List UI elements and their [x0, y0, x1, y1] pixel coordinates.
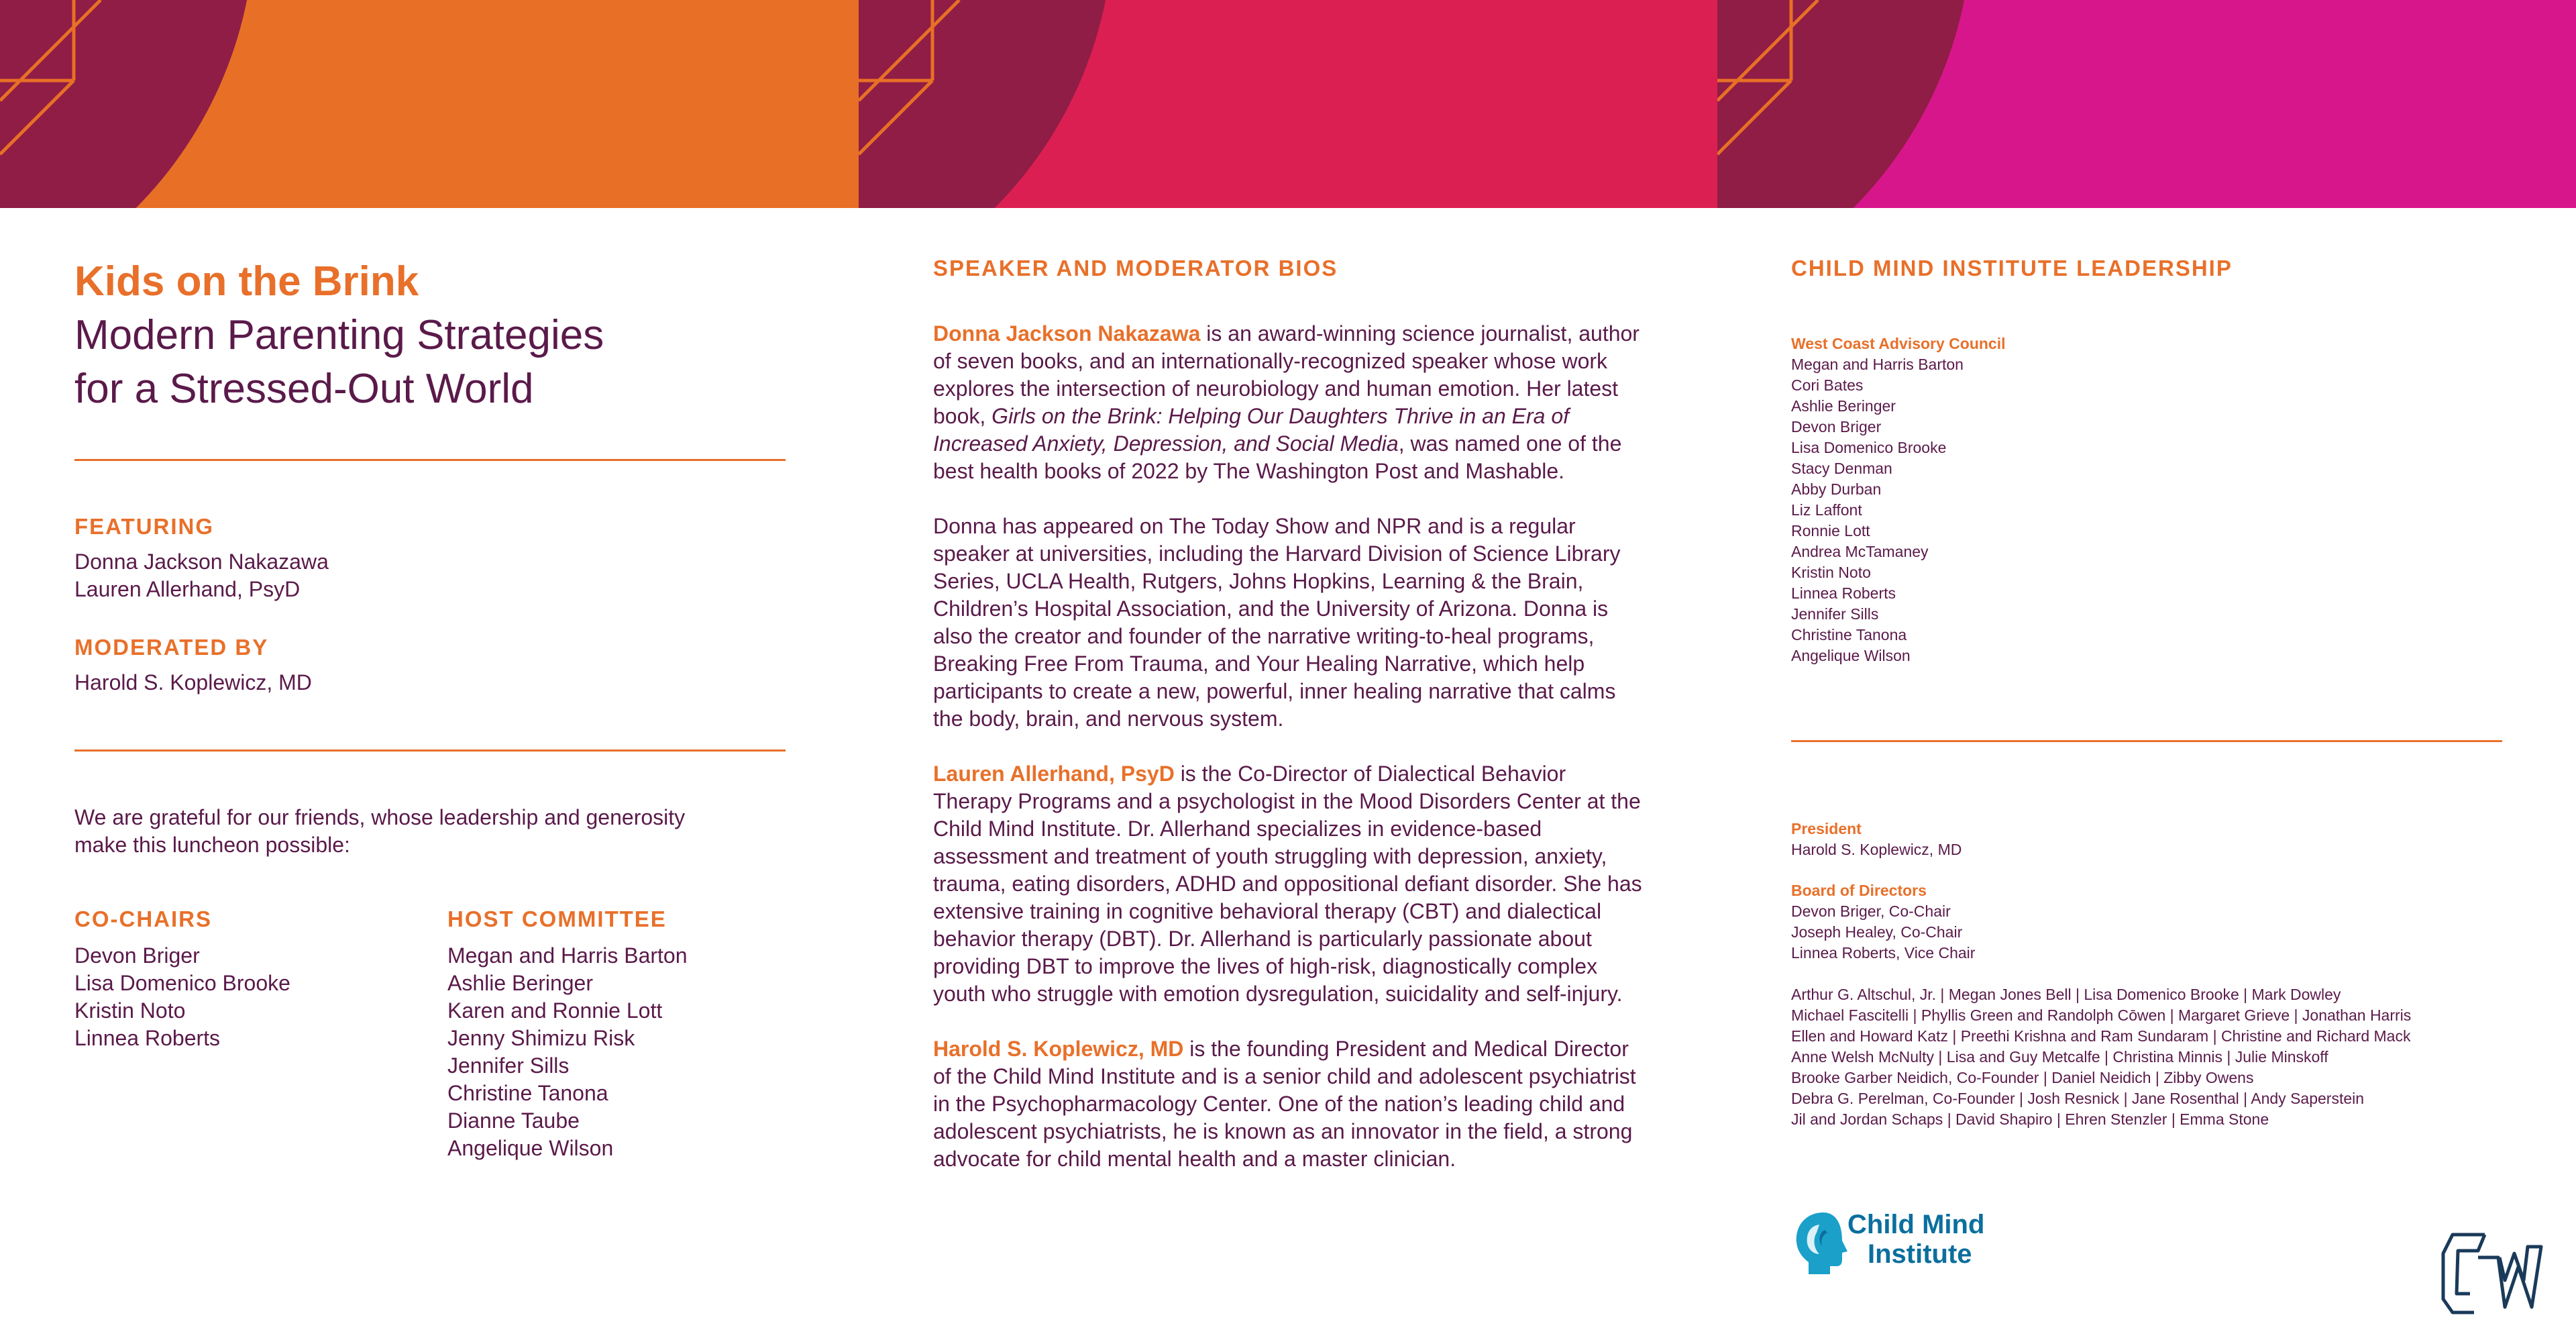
moderated-by-heading: MODERATED BY — [74, 635, 269, 660]
council-member: Angelique Wilson — [1791, 647, 1911, 664]
bios-heading: SPEAKER AND MODERATOR BIOS — [933, 256, 1338, 280]
host-name: Angelique Wilson — [447, 1136, 614, 1160]
monogram-icon — [2438, 1227, 2545, 1321]
middle-column — [933, 255, 1648, 1173]
banner-panel-orange — [0, 0, 859, 208]
board-officer: Devon Briger, Co-Chair — [1791, 902, 1951, 920]
host-committee-list — [447, 942, 688, 1162]
monogram-logo — [2438, 1227, 2545, 1321]
bio-name: Lauren Allerhand, PsyD — [933, 762, 1175, 786]
council-member: Devon Briger — [1791, 418, 1882, 435]
advisory-council-list — [1791, 354, 2006, 666]
council-member: Ronnie Lott — [1791, 522, 1870, 539]
event-subtitle-line2: for a Stressed-Out World — [74, 366, 534, 412]
board-members-line: Jil and Jordan Schaps | David Shapiro | Ehren Stenzler | Emma Stone — [1791, 1110, 2269, 1128]
host-name: Jennifer Sills — [447, 1053, 570, 1078]
bio-text: is the founding President and Medical Director of the Child Mind Institute and is a senior child and adolescent psychiatrist in the Psychopharmacology Center. One of the nation’s leading child and adolescent psychiatrists, he is known as an innovator in the field, a strong advocate for child mental health and a master clinician. — [933, 1037, 1636, 1171]
left-column — [74, 255, 786, 1160]
featuring-name: Lauren Allerhand, PsyD — [74, 577, 301, 601]
council-member: Abby Durban — [1791, 480, 1882, 498]
council-member: Christine Tanona — [1791, 626, 1907, 643]
council-member: Ashlie Beringer — [1791, 397, 1896, 415]
child-mind-institute-logo — [1791, 1203, 2059, 1284]
bio-text: , was named one of the best health books of 2022 by The Washington Post and Mashable. — [933, 431, 1622, 483]
bio-allerhand — [933, 760, 1648, 1008]
co-chairs-heading: CO-CHAIRS — [74, 907, 212, 931]
board-members-line: Michael Fascitelli | Phyllis Green and Randolph Cōwen | Margaret Grieve | Jonathan Harris — [1791, 1006, 2412, 1024]
leadership-heading: CHILD MIND INSTITUTE LEADERSHIP — [1791, 256, 2233, 280]
president-heading: President — [1791, 820, 1862, 837]
council-member: Jennifer Sills — [1791, 605, 1879, 623]
co-chair-name: Devon Briger — [74, 943, 200, 968]
featuring-name: Donna Jackson Nakazawa — [74, 550, 329, 574]
co-chairs-list — [74, 942, 290, 1052]
host-name: Dianne Taube — [447, 1108, 580, 1133]
president-name: Harold S. Koplewicz, MD — [1791, 841, 1962, 858]
board-members-line: Anne Welsh McNulty | Lisa and Guy Metcalfe | Christina Minnis | Julie Minskoff — [1791, 1048, 2328, 1066]
moderator-name: Harold S. Koplewicz, MD — [74, 670, 312, 694]
bio-nakazawa — [933, 320, 1648, 485]
bio-koplewicz — [933, 1035, 1648, 1173]
board-members-list — [1791, 984, 2411, 1130]
divider — [74, 459, 786, 461]
bio-text: is an award-winning science journalist, author of seven books, and an internationally-recognized speaker whose work explores the intersection of neurobiology and human emotion. Her latest book, — [933, 321, 1640, 428]
council-member: Megan and Harris Barton — [1791, 356, 1964, 373]
board-officer: Joseph Healey, Co-Chair — [1791, 923, 1963, 941]
board-members-line: Ellen and Howard Katz | Preethi Krishna and Ram Sundaram | Christine and Richard Mack — [1791, 1027, 2411, 1045]
grateful-line: make this luncheon possible: — [74, 833, 350, 857]
council-member: Kristin Noto — [1791, 564, 1871, 581]
event-title: Kids on the Brink — [74, 258, 419, 305]
divider — [74, 749, 786, 752]
logo-text-line2: Institute — [1868, 1239, 1972, 1269]
council-member: Stacy Denman — [1791, 460, 1892, 477]
board-members-line: Brooke Garber Neidich, Co-Founder | Daniel Neidich | Zibby Owens — [1791, 1069, 2254, 1086]
bio-text: is the Co-Director of Dialectical Behavior Therapy Programs and a psychologist in the Mood Disorders Center at the Child Mind Institute. Dr. Allerhand specializes in evidence-based assessment and treatment of youth struggling with depression, anxiety, trauma, eating disorders, ADHD and oppositional defiant disorder. She has extensive training in cognitive behavioral therapy (CBT) and dialectical behavior therapy (DBT). Dr. Allerhand is particularly passionate about providing DBT to improve the lives of high-risk, diagnostically complex youth who struggle with emotion dysregulation, suicidality and self-injury. — [933, 762, 1642, 1006]
featuring-heading: FEATURING — [74, 514, 215, 539]
book-title: Girls on the Brink: Helping Our Daughters Thrive in an Era of Increased Anxiety, Depression, and Social Media — [933, 404, 1569, 456]
host-committee-heading: HOST COMMITTEE — [447, 907, 667, 931]
council-member: Liz Laffont — [1791, 501, 1862, 519]
header-banner — [0, 0, 2576, 208]
host-name: Ashlie Beringer — [447, 971, 593, 995]
board-heading: Board of Directors — [1791, 882, 1927, 899]
council-member: Cori Bates — [1791, 376, 1864, 394]
co-chair-name: Lisa Domenico Brooke — [74, 971, 290, 995]
board-members-line: Debra G. Perelman, Co-Founder | Josh Resnick | Jane Rosenthal | Andy Saperstein — [1791, 1090, 2365, 1107]
board-members-line: Arthur G. Altschul, Jr. | Megan Jones Bell | Lisa Domenico Brooke | Mark Dowley — [1791, 986, 2341, 1003]
co-chair-name: Kristin Noto — [74, 998, 186, 1023]
bio-nakazawa-continued: Donna has appeared on The Today Show and NPR and is a regular speaker at universities, including the Harvard Division of Science Library Series, UCLA Health, Rutgers, Johns Hopkins, Learning & the Brain, Children’s Hospital Association, and the University of Arizona. Donna is also the creator and founder of the narrative writing-to-heal programs, Breaking Free From Trauma, and Your Healing Narrative, which help participants to create a new, powerful, inner healing narrative that calms the body, brain, and nervous system. — [933, 514, 1621, 731]
logo-text-line1: Child Mind — [1847, 1210, 1985, 1239]
bio-name: Harold S. Koplewicz, MD — [933, 1037, 1184, 1061]
featuring-list — [74, 548, 329, 603]
host-name: Jenny Shimizu Risk — [447, 1026, 635, 1050]
event-subtitle-line1: Modern Parenting Strategies — [74, 312, 604, 358]
divider — [1791, 740, 2502, 742]
council-member: Andrea McTamaney — [1791, 543, 1929, 560]
grateful-text — [74, 804, 685, 859]
host-name: Karen and Ronnie Lott — [447, 998, 663, 1023]
bio-name: Donna Jackson Nakazawa — [933, 321, 1201, 346]
right-column — [1791, 255, 2502, 1269]
host-name: Christine Tanona — [447, 1081, 608, 1105]
grateful-line: We are grateful for our friends, whose leadership and generosity — [74, 805, 686, 829]
council-member: Linnea Roberts — [1791, 584, 1896, 602]
advisory-council-heading: West Coast Advisory Council — [1791, 335, 2006, 352]
board-officers-list — [1791, 901, 2411, 964]
head-profile-icon — [1791, 1210, 1851, 1277]
board-officer: Linnea Roberts, Vice Chair — [1791, 944, 1976, 962]
council-member: Lisa Domenico Brooke — [1791, 439, 1947, 456]
co-chair-name: Linnea Roberts — [74, 1026, 221, 1050]
host-name: Megan and Harris Barton — [447, 943, 688, 968]
